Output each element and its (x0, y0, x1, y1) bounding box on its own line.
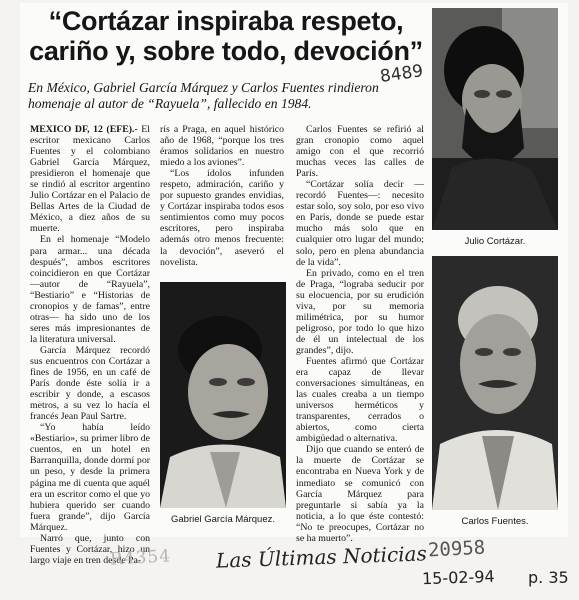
paragraph: MEXICO DF, 12 (EFE).- El escritor mexicano Carlos Fuentes y el colombiano Gabriel García Márquez, presidieron el homenaje que se rindió al escritor argentino Julio Cortázar en el Palacio de Bellas Artes de la Ciudad de México, a diez años de su muerte. (30, 124, 150, 235)
paragraph: “Cortázar solía decir —recordó Fuentes—: necesito estar solo, soy solo, por eso vivo en París, donde se puede estar mucho más solo que en cualquier otro lugar del mundo; solo, pero en plena abundancia de la vida”. (296, 179, 424, 268)
caption-cortazar: Julio Cortázar. (464, 236, 526, 247)
archive-stamp: R4354 (109, 546, 172, 570)
article-column-1 (30, 124, 150, 566)
photo-garcia-marquez (160, 282, 286, 508)
article-column-3 (296, 124, 424, 544)
paragraph: Dijo que cuando se enteró de la muerte de Cortázar se encontraba en Nueva York y de inmediato se comunicó con García Márquez para preguntarle si sabía ya la noticia, a lo que éste contestó: “No te preocupes, Cortázar no se ha muerto”. (296, 444, 424, 544)
paragraph: Fuentes afirmó que Cortázar era capaz de llevar conversaciones simultáneas, en las cuales creaba a un tiempo universos herméticos y transparentes, cerrados o abiertos, como cierta ambigüedad o alternativa. (296, 355, 424, 445)
portrait-image (432, 256, 558, 510)
paragraph: “Yo había leído «Bestiario», su primer libro de cuentos, en un hotel en Barranquilla, donde dormí por un peso, y desde la primera página me di cuenta que aquél era un escritor como el que yo hubiera querido ser cuando fuera grande”, dijo García Márquez. (30, 422, 150, 533)
paragraph: rís a Praga, en aquel histórico año de 1968, “porque los tres éramos solidarios en nuestro miedo a los aviones”. (160, 124, 284, 169)
dateline: MEXICO DF, 12 (EFE).- (30, 124, 138, 135)
headline: “Cortázar inspiraba respeto, cariño y, sobre todo, devoción” (29, 6, 423, 66)
photo-carlos-fuentes (432, 256, 558, 510)
paragraph: En privado, como en el tren de Praga, “lograba seducir por su elocuencia, por su erudición viva, por su memoria milimétrica, por su humor peligroso, por todo lo que hizo de él un intelectual de los grandes”, dijo. (296, 267, 424, 356)
clip-number: 20958 (427, 536, 486, 562)
portrait-image (160, 282, 286, 508)
portrait-image (432, 8, 558, 230)
handwritten-page: p. 35 (528, 568, 569, 587)
paragraph: En el homenaje “Modelo para armar... una década después”, ambos escritores coincidieron en que Cortázar —autor de “Rayuela”, “Bestiario” e “Historias de cronopios y de famas”, entre otras— ha sido uno de los seres más impresionantes de la literatura universal. (30, 234, 150, 345)
handwritten-number: 8489 (378, 61, 425, 87)
caption-garcia-marquez: Gabriel García Márquez. (170, 514, 275, 525)
paragraph: Carlos Fuentes se refirió al gran cronopio como aquel amigo con el que recorrió muchas veces las calles de París. (296, 124, 424, 180)
caption-fuentes: Carlos Fuentes. (461, 516, 529, 527)
paragraph: García Márquez recordó sus encuentros con Cortázar a fines de 1956, en un café de París donde éste solía ir a escribir y donde, a escasos metros, a su vez lo hacía el francés Jean Paul Sartre. (30, 344, 150, 423)
paragraph: Narró que, junto con Fuentes y Cortázar, hizo un largo viaje en tren desde Pa- (30, 532, 150, 566)
paragraph: “Los ídolos infunden respeto, admiración, cariño y por supuesto grandes envidias, y Cortázar inspiraba todos esos sentimientos como muy pocos escritores, pero inspiraba además otro menos frecuente: la devoción”, aseveró el novelista. (160, 168, 284, 268)
handwritten-newspaper-name: Las Últimas Noticias (215, 541, 428, 573)
handwritten-date: 15-02-94 (421, 566, 495, 589)
deck-subtitle: En México, Gabriel García Márquez y Carlos Fuentes rindieron homenaje al autor de “Rayuela”, fallecido en 1984. (28, 80, 379, 111)
photo-julio-cortazar (432, 8, 558, 230)
article-column-2 (160, 124, 284, 268)
